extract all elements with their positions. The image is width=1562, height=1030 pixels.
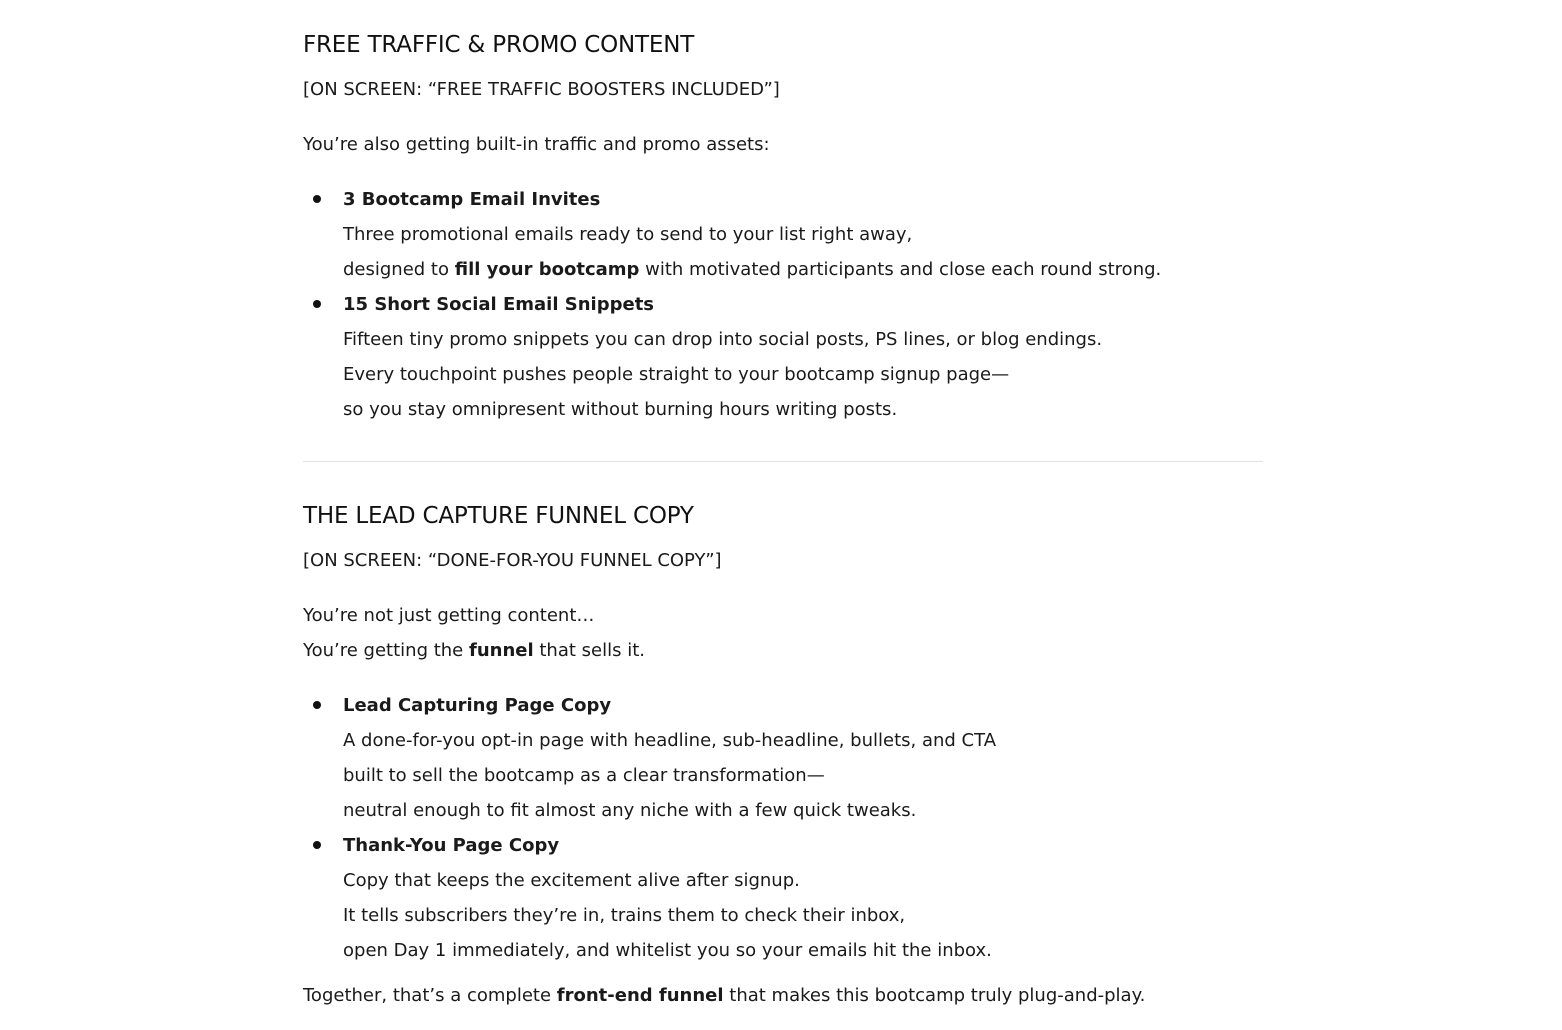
section-intro: You’re also getting built-in traffic and promo assets:: [303, 134, 770, 155]
emphasis: fill your bootcamp: [454, 259, 640, 280]
section-free-traffic: [303, 30, 694, 60]
list-item-title: 15 Short Social Email Snippets: [343, 294, 655, 315]
list-item-text: open Day 1 immediately, and whitelist you so your emails hit the inbox.: [343, 940, 992, 961]
section-title: THE LEAD CAPTURE FUNNEL COPY: [303, 503, 694, 529]
section-divider: [303, 461, 1263, 462]
emphasis: funnel: [468, 640, 534, 661]
bullet-icon: [313, 701, 321, 709]
list-item: [303, 688, 996, 828]
list-item-text: built to sell the bootcamp as a clear transformation—: [343, 765, 825, 786]
section-funnel-copy: [303, 501, 694, 531]
list-item-text: A done-for-you opt-in page with headline, sub-headline, bullets, and CTA: [343, 730, 997, 751]
list-item-text: Every touchpoint pushes people straight to your bootcamp signup page—: [343, 364, 1010, 385]
on-screen-note: [ON SCREEN: “DONE-FOR-YOU FUNNEL COPY”]: [303, 550, 722, 571]
list-item-title: Thank-You Page Copy: [343, 835, 560, 856]
list-item-title: Lead Capturing Page Copy: [343, 695, 612, 716]
bullet-icon: [313, 841, 321, 849]
on-screen-note: [ON SCREEN: “FREE TRAFFIC BOOSTERS INCLUDED”]: [303, 79, 780, 100]
list-item-text: so you stay omnipresent without burning hours writing posts.: [343, 399, 898, 420]
section-intro: You’re getting the funnel that sells it.: [303, 640, 645, 661]
bullet-icon: [313, 300, 321, 308]
list-item-text: Three promotional emails ready to send to your list right away,: [343, 224, 913, 245]
section-title: FREE TRAFFIC & PROMO CONTENT: [303, 32, 695, 58]
list-item-text: designed to fill your bootcamp with motivated participants and close each round strong.: [343, 259, 1162, 280]
emphasis: front-end funnel: [556, 985, 724, 1006]
list-item-text: Copy that keeps the excitement alive after signup.: [343, 870, 800, 891]
section-outro: Together, that’s a complete front-end funnel that makes this bootcamp truly plug-and-play.: [303, 985, 1146, 1006]
section-intro: You’re not just getting content…: [303, 605, 595, 626]
list-item: [303, 828, 996, 968]
promo-assets-list: [303, 182, 1161, 427]
list-item: [303, 287, 1161, 427]
list-item: [303, 182, 1161, 287]
list-item-text: neutral enough to fit almost any niche with a few quick tweaks.: [343, 800, 917, 821]
list-item-title: 3 Bootcamp Email Invites: [343, 189, 601, 210]
funnel-copy-list: [303, 688, 996, 968]
list-item-text: Fifteen tiny promo snippets you can drop into social posts, PS lines, or blog endings.: [343, 329, 1103, 350]
list-item-text: It tells subscribers they’re in, trains them to check their inbox,: [343, 905, 906, 926]
bullet-icon: [313, 195, 321, 203]
